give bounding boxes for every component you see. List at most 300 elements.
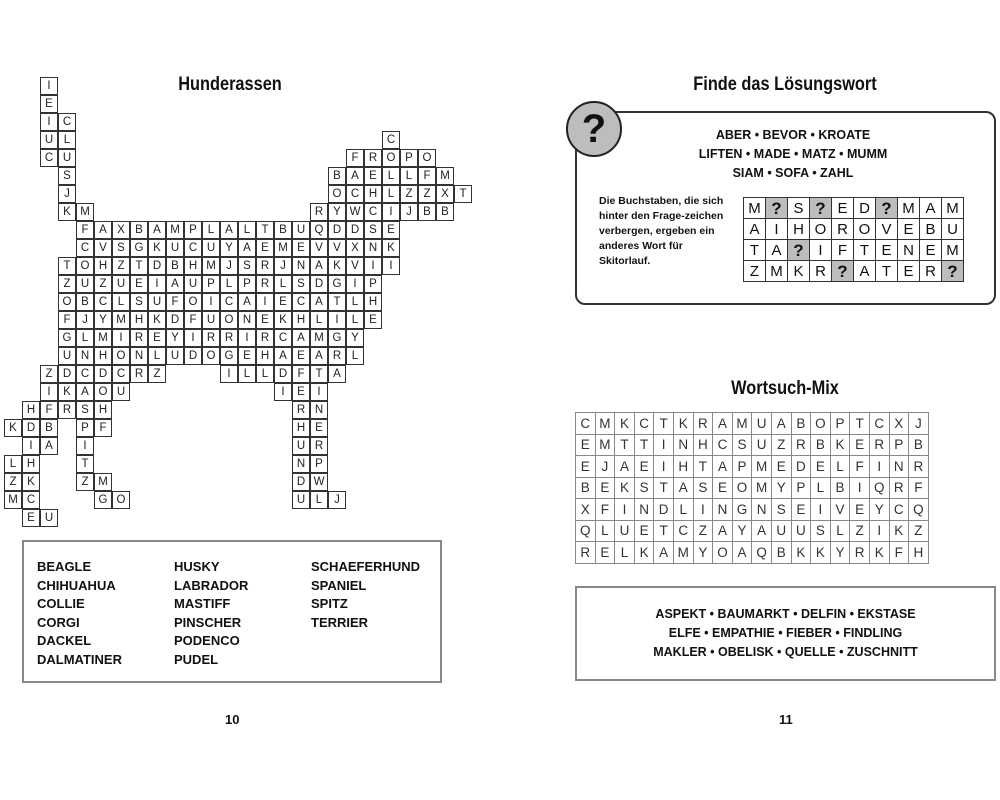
letter-cell[interactable]: A (854, 261, 876, 282)
dog-grid-cell[interactable]: A (166, 275, 184, 293)
dog-grid-cell[interactable]: K (148, 239, 166, 257)
letter-cell[interactable]: K (788, 261, 810, 282)
search-grid-cell[interactable]: O (811, 413, 831, 435)
dog-grid-cell[interactable]: E (22, 509, 40, 527)
dog-grid-cell[interactable]: B (130, 221, 148, 239)
dog-grid-cell[interactable]: J (328, 491, 346, 509)
dog-grid-cell[interactable]: R (328, 347, 346, 365)
dog-grid-cell[interactable]: C (274, 329, 292, 347)
letter-cell[interactable]: O (810, 219, 832, 240)
letter-cell[interactable]: F (832, 240, 854, 261)
dog-grid-cell[interactable]: L (58, 131, 76, 149)
dog-grid-cell[interactable]: C (40, 149, 58, 167)
dog-grid-cell[interactable]: K (4, 419, 22, 437)
search-grid-cell[interactable]: B (771, 542, 791, 564)
dog-grid-cell[interactable]: M (310, 329, 328, 347)
dog-grid-cell[interactable]: U (202, 311, 220, 329)
search-grid-cell[interactable]: I (850, 477, 870, 499)
search-grid-cell[interactable]: F (595, 499, 615, 521)
dog-grid-cell[interactable]: H (94, 401, 112, 419)
search-grid-cell[interactable]: I (615, 499, 635, 521)
search-grid-cell[interactable]: K (889, 520, 909, 542)
dog-grid-cell[interactable]: C (364, 203, 382, 221)
dog-grid-cell[interactable]: H (94, 347, 112, 365)
dog-grid-cell[interactable]: Q (310, 221, 328, 239)
search-grid-cell[interactable]: A (654, 542, 674, 564)
dog-grid-cell[interactable]: A (310, 347, 328, 365)
search-grid-cell[interactable]: M (673, 542, 693, 564)
dog-grid-cell[interactable]: F (418, 167, 436, 185)
search-grid-cell[interactable]: T (634, 434, 654, 456)
dog-grid-cell[interactable]: N (292, 257, 310, 275)
dog-grid-cell[interactable]: I (238, 329, 256, 347)
dog-grid-cell[interactable]: Z (418, 185, 436, 203)
dog-grid-cell[interactable]: I (274, 383, 292, 401)
dog-grid-cell[interactable]: O (328, 185, 346, 203)
letter-cell[interactable]: I (810, 240, 832, 261)
dog-grid-cell[interactable]: I (184, 329, 202, 347)
search-grid-cell[interactable]: S (811, 520, 831, 542)
dog-grid-cell[interactable]: R (202, 329, 220, 347)
dog-grid-cell[interactable]: N (76, 347, 94, 365)
search-grid-cell[interactable]: K (830, 434, 850, 456)
dog-grid-cell[interactable]: H (22, 401, 40, 419)
dog-grid-cell[interactable]: H (130, 311, 148, 329)
dog-grid-cell[interactable]: R (364, 149, 382, 167)
dog-grid-cell[interactable]: L (346, 311, 364, 329)
dog-grid-cell[interactable]: Z (76, 473, 94, 491)
dog-grid-cell[interactable]: V (94, 239, 112, 257)
search-grid-cell[interactable]: F (850, 456, 870, 478)
search-grid-cell[interactable]: I (654, 456, 674, 478)
dog-grid-cell[interactable]: A (310, 293, 328, 311)
dog-grid-cell[interactable]: L (76, 329, 94, 347)
search-grid-cell[interactable]: M (595, 434, 615, 456)
dog-grid-cell[interactable]: D (346, 221, 364, 239)
search-grid-cell[interactable]: K (673, 413, 693, 435)
search-grid-cell[interactable]: S (693, 477, 713, 499)
search-grid-cell[interactable]: M (732, 413, 752, 435)
dog-grid-cell[interactable]: E (382, 221, 400, 239)
dog-grid-cell[interactable]: G (58, 329, 76, 347)
dog-grid-cell[interactable]: E (40, 95, 58, 113)
dog-grid-cell[interactable]: K (148, 311, 166, 329)
search-grid-cell[interactable]: I (811, 499, 831, 521)
search-grid-cell[interactable]: R (889, 477, 909, 499)
dog-grid-cell[interactable]: F (40, 401, 58, 419)
search-grid-cell[interactable]: P (791, 477, 811, 499)
dog-grid-cell[interactable]: N (292, 455, 310, 473)
dog-grid-cell[interactable]: L (310, 491, 328, 509)
search-grid-cell[interactable]: L (615, 542, 635, 564)
dog-grid-cell[interactable]: O (76, 257, 94, 275)
dog-grid-cell[interactable]: A (238, 239, 256, 257)
dog-grid-cell[interactable]: H (256, 347, 274, 365)
letter-cell[interactable]: V (876, 219, 898, 240)
search-grid-cell[interactable]: B (811, 434, 831, 456)
letter-cell[interactable]: E (876, 240, 898, 261)
letter-cell[interactable]: B (920, 219, 942, 240)
search-grid-cell[interactable]: S (732, 434, 752, 456)
dog-grid-cell[interactable]: R (130, 329, 148, 347)
dog-grid-cell[interactable]: U (40, 131, 58, 149)
dog-grid-cell[interactable]: G (94, 491, 112, 509)
dog-grid-cell[interactable]: C (346, 185, 364, 203)
dog-grid-cell[interactable]: L (238, 221, 256, 239)
letter-cell[interactable]: E (920, 240, 942, 261)
dog-grid-cell[interactable]: U (166, 239, 184, 257)
dog-grid-cell[interactable]: B (166, 257, 184, 275)
letter-cell[interactable]: M (942, 240, 964, 261)
dog-grid-cell[interactable]: F (346, 149, 364, 167)
dog-grid-cell[interactable]: M (94, 473, 112, 491)
letter-cell[interactable]: S (788, 198, 810, 219)
search-grid-cell[interactable]: A (771, 413, 791, 435)
dog-grid-cell[interactable]: L (202, 221, 220, 239)
search-grid-cell[interactable]: Q (576, 520, 596, 542)
dog-grid-cell[interactable]: I (310, 383, 328, 401)
search-grid-cell[interactable]: T (654, 520, 674, 542)
dog-grid-cell[interactable]: E (364, 311, 382, 329)
dog-grid-cell[interactable]: U (202, 239, 220, 257)
letter-cell[interactable]: T (854, 240, 876, 261)
dog-grid-cell[interactable]: R (256, 329, 274, 347)
dog-grid-cell[interactable]: M (4, 491, 22, 509)
dog-grid-cell[interactable]: R (256, 275, 274, 293)
dog-grid-cell[interactable]: F (292, 365, 310, 383)
search-grid-cell[interactable]: F (889, 542, 909, 564)
search-grid-cell[interactable]: C (869, 413, 889, 435)
dog-grid-cell[interactable]: S (364, 221, 382, 239)
search-grid-cell[interactable]: P (732, 456, 752, 478)
dog-grid-cell[interactable]: L (4, 455, 22, 473)
dog-grid-cell[interactable]: I (112, 329, 130, 347)
search-grid-cell[interactable]: B (909, 434, 929, 456)
dog-grid-cell[interactable]: C (220, 293, 238, 311)
search-grid-cell[interactable]: E (576, 456, 596, 478)
dog-grid-cell[interactable]: L (256, 365, 274, 383)
dog-grid-cell[interactable]: P (310, 455, 328, 473)
dog-grid-cell[interactable]: L (238, 365, 256, 383)
letter-cell[interactable]: E (832, 198, 854, 219)
dog-grid-cell[interactable]: B (436, 203, 454, 221)
dog-grid-cell[interactable]: G (130, 239, 148, 257)
search-grid-cell[interactable]: G (732, 499, 752, 521)
dog-grid-cell[interactable]: S (76, 401, 94, 419)
search-grid-cell[interactable]: A (752, 520, 772, 542)
dog-grid-cell[interactable]: Y (166, 329, 184, 347)
dog-grid-cell[interactable]: G (328, 275, 346, 293)
search-grid-cell[interactable]: E (634, 520, 654, 542)
search-grid-cell[interactable]: Y (693, 542, 713, 564)
search-grid-cell[interactable]: K (869, 542, 889, 564)
dog-grid-cell[interactable]: H (184, 257, 202, 275)
dog-grid-cell[interactable]: U (292, 437, 310, 455)
dog-grid-cell[interactable]: U (148, 293, 166, 311)
dog-grid-cell[interactable]: Z (148, 365, 166, 383)
dog-grid-cell[interactable]: O (202, 347, 220, 365)
search-grid-cell[interactable]: V (830, 499, 850, 521)
dog-grid-cell[interactable]: F (184, 311, 202, 329)
search-grid-cell[interactable]: L (830, 520, 850, 542)
dog-grid-cell[interactable]: B (328, 167, 346, 185)
dog-grid-cell[interactable]: U (112, 383, 130, 401)
dog-grid-cell[interactable]: M (202, 257, 220, 275)
dog-grid-cell[interactable]: Z (112, 257, 130, 275)
dog-grid-cell[interactable]: D (94, 365, 112, 383)
search-grid-cell[interactable]: M (752, 456, 772, 478)
dog-grid-cell[interactable]: W (310, 473, 328, 491)
dog-grid-cell[interactable]: M (94, 329, 112, 347)
dog-grid-cell[interactable]: I (346, 275, 364, 293)
search-grid-cell[interactable]: E (713, 477, 733, 499)
dog-grid-cell[interactable]: S (238, 257, 256, 275)
search-grid-cell[interactable]: U (791, 520, 811, 542)
search-grid-cell[interactable]: K (634, 542, 654, 564)
dog-grid-cell[interactable]: I (76, 437, 94, 455)
dog-grid-cell[interactable]: A (292, 329, 310, 347)
search-grid-cell[interactable]: T (693, 456, 713, 478)
dog-grid-cell[interactable]: C (112, 365, 130, 383)
dog-grid-cell[interactable]: H (94, 257, 112, 275)
dog-grid-cell[interactable]: B (418, 203, 436, 221)
search-grid-cell[interactable]: C (634, 413, 654, 435)
search-grid-cell[interactable]: B (576, 477, 596, 499)
search-grid-cell[interactable]: Y (732, 520, 752, 542)
dog-grid-cell[interactable]: C (184, 239, 202, 257)
dog-grid-cell[interactable]: E (256, 239, 274, 257)
dog-grid-cell[interactable]: I (382, 257, 400, 275)
search-grid-cell[interactable]: I (869, 456, 889, 478)
dog-grid-cell[interactable]: L (112, 293, 130, 311)
search-grid-cell[interactable]: A (713, 520, 733, 542)
dog-grid-cell[interactable]: C (22, 491, 40, 509)
dog-grid-cell[interactable]: A (346, 167, 364, 185)
dog-grid-cell[interactable]: D (148, 257, 166, 275)
dog-grid-cell[interactable]: K (58, 383, 76, 401)
dog-grid-cell[interactable]: A (328, 365, 346, 383)
dog-grid-cell[interactable]: Z (94, 275, 112, 293)
dog-grid-cell[interactable]: S (58, 167, 76, 185)
dog-grid-cell[interactable]: P (184, 221, 202, 239)
search-grid-cell[interactable]: N (634, 499, 654, 521)
dog-grid-cell[interactable]: Y (328, 203, 346, 221)
dog-grid-cell[interactable]: D (274, 365, 292, 383)
search-grid-cell[interactable]: E (791, 499, 811, 521)
dog-grid-cell[interactable]: F (166, 293, 184, 311)
dog-grid-cell[interactable]: X (346, 239, 364, 257)
search-grid-cell[interactable]: D (791, 456, 811, 478)
dog-grid-cell[interactable]: K (328, 257, 346, 275)
dog-grid-cell[interactable]: T (256, 221, 274, 239)
dog-grid-cell[interactable]: M (274, 239, 292, 257)
dog-grid-cell[interactable]: Y (346, 329, 364, 347)
dog-grid-cell[interactable]: E (292, 347, 310, 365)
dog-grid-cell[interactable]: A (76, 383, 94, 401)
dog-grid-cell[interactable]: D (22, 419, 40, 437)
search-grid-cell[interactable]: J (909, 413, 929, 435)
dog-grid-cell[interactable]: C (94, 293, 112, 311)
search-grid-cell[interactable]: X (576, 499, 596, 521)
dog-grid-cell[interactable]: T (454, 185, 472, 203)
dog-grid-cell[interactable]: P (202, 275, 220, 293)
dog-grid-cell[interactable]: D (58, 365, 76, 383)
search-grid-cell[interactable]: Z (850, 520, 870, 542)
search-grid-cell[interactable]: I (654, 434, 674, 456)
dog-grid-cell[interactable]: R (292, 401, 310, 419)
dog-grid-cell[interactable]: L (220, 275, 238, 293)
search-grid-cell[interactable]: U (615, 520, 635, 542)
search-grid-cell[interactable]: N (889, 456, 909, 478)
letter-cell[interactable]: T (744, 240, 766, 261)
dog-grid-cell[interactable]: J (58, 185, 76, 203)
dog-grid-cell[interactable]: O (184, 293, 202, 311)
question-cell[interactable]: ? (788, 240, 810, 261)
dog-grid-cell[interactable]: I (22, 437, 40, 455)
search-grid-cell[interactable]: H (909, 542, 929, 564)
dog-grid-cell[interactable]: W (346, 203, 364, 221)
letter-cell[interactable]: A (920, 198, 942, 219)
search-grid-cell[interactable]: J (595, 456, 615, 478)
search-grid-cell[interactable]: R (693, 413, 713, 435)
dog-grid-cell[interactable]: X (112, 221, 130, 239)
search-grid-cell[interactable]: H (693, 434, 713, 456)
search-grid-cell[interactable]: Y (869, 499, 889, 521)
search-grid-cell[interactable]: O (713, 542, 733, 564)
dog-grid-cell[interactable]: G (328, 329, 346, 347)
dog-grid-cell[interactable]: J (220, 257, 238, 275)
dog-grid-cell[interactable]: O (382, 149, 400, 167)
search-grid-cell[interactable]: K (615, 413, 635, 435)
search-grid-cell[interactable]: F (909, 477, 929, 499)
search-grid-cell[interactable]: Y (830, 542, 850, 564)
dog-grid-cell[interactable]: T (328, 293, 346, 311)
search-grid-cell[interactable]: C (576, 413, 596, 435)
dog-grid-cell[interactable]: I (148, 275, 166, 293)
dog-grid-cell[interactable]: S (112, 239, 130, 257)
search-grid-cell[interactable]: A (615, 456, 635, 478)
dog-grid-cell[interactable]: R (256, 257, 274, 275)
letter-cell[interactable]: M (898, 198, 920, 219)
dog-grid-cell[interactable]: A (238, 293, 256, 311)
dog-grid-cell[interactable]: U (292, 491, 310, 509)
dog-grid-cell[interactable]: C (58, 113, 76, 131)
dog-grid-cell[interactable]: K (382, 239, 400, 257)
dog-grid-cell[interactable]: B (274, 221, 292, 239)
letter-cell[interactable]: H (788, 219, 810, 240)
letter-cell[interactable]: R (810, 261, 832, 282)
dog-grid-cell[interactable]: D (310, 275, 328, 293)
dog-grid-cell[interactable]: T (58, 257, 76, 275)
dog-grid-cell[interactable]: K (58, 203, 76, 221)
search-grid-cell[interactable]: H (673, 456, 693, 478)
search-grid-cell[interactable]: E (576, 434, 596, 456)
dog-grid-cell[interactable]: H (22, 455, 40, 473)
dog-grid-cell[interactable]: A (274, 347, 292, 365)
letter-cell[interactable]: A (744, 219, 766, 240)
dog-grid-cell[interactable]: C (76, 365, 94, 383)
search-grid-cell[interactable]: C (673, 520, 693, 542)
dog-grid-cell[interactable]: P (364, 275, 382, 293)
search-grid-cell[interactable]: A (673, 477, 693, 499)
dog-grid-cell[interactable]: N (364, 239, 382, 257)
dog-grid-cell[interactable]: F (76, 221, 94, 239)
dog-grid-cell[interactable]: H (292, 311, 310, 329)
dog-grid-cell[interactable]: O (418, 149, 436, 167)
dog-grid-cell[interactable]: R (220, 329, 238, 347)
search-grid-cell[interactable]: A (732, 542, 752, 564)
search-grid-cell[interactable]: M (595, 413, 615, 435)
dog-grid-cell[interactable]: D (184, 347, 202, 365)
search-grid-cell[interactable]: N (673, 434, 693, 456)
letter-cell[interactable]: E (898, 219, 920, 240)
dog-grid-cell[interactable]: O (112, 491, 130, 509)
search-grid-cell[interactable]: S (634, 477, 654, 499)
search-grid-cell[interactable]: E (634, 456, 654, 478)
search-grid-cell[interactable]: R (850, 542, 870, 564)
dog-grid-cell[interactable]: U (184, 275, 202, 293)
search-grid-cell[interactable]: E (771, 456, 791, 478)
letter-cell[interactable]: O (854, 219, 876, 240)
search-grid-cell[interactable]: B (830, 477, 850, 499)
dog-grid-cell[interactable]: K (274, 311, 292, 329)
letter-cell[interactable]: A (766, 240, 788, 261)
dog-grid-cell[interactable]: I (220, 365, 238, 383)
dog-grid-cell[interactable]: L (310, 311, 328, 329)
letter-cell[interactable]: Z (744, 261, 766, 282)
search-grid-cell[interactable]: Z (693, 520, 713, 542)
dog-grid-cell[interactable]: T (130, 257, 148, 275)
letter-cell[interactable]: I (766, 219, 788, 240)
dog-grid-cell[interactable]: J (400, 203, 418, 221)
dog-grid-cell[interactable]: N (130, 347, 148, 365)
search-grid-cell[interactable]: C (889, 499, 909, 521)
search-grid-cell[interactable]: U (771, 520, 791, 542)
letter-cell[interactable]: N (898, 240, 920, 261)
dog-grid-cell[interactable]: E (292, 383, 310, 401)
dog-grid-cell[interactable]: L (382, 167, 400, 185)
dog-grid-cell[interactable]: L (274, 275, 292, 293)
search-grid-cell[interactable]: I (869, 520, 889, 542)
dog-grid-cell[interactable]: S (292, 275, 310, 293)
dog-grid-cell[interactable]: E (364, 167, 382, 185)
search-grid-cell[interactable]: Q (869, 477, 889, 499)
dog-grid-cell[interactable]: L (346, 347, 364, 365)
dog-grid-cell[interactable]: I (328, 311, 346, 329)
search-grid-cell[interactable]: R (909, 456, 929, 478)
dog-grid-cell[interactable]: K (22, 473, 40, 491)
dog-grid-cell[interactable]: D (166, 311, 184, 329)
question-cell[interactable]: ? (810, 198, 832, 219)
search-grid-cell[interactable]: U (752, 413, 772, 435)
letter-cell[interactable]: T (876, 261, 898, 282)
dog-grid-cell[interactable]: H (364, 185, 382, 203)
search-grid-cell[interactable]: A (713, 456, 733, 478)
dog-grid-cell[interactable]: Z (40, 365, 58, 383)
dog-grid-cell[interactable]: J (76, 311, 94, 329)
dog-grid-cell[interactable]: C (292, 293, 310, 311)
dog-grid-cell[interactable]: A (148, 221, 166, 239)
dog-grid-cell[interactable]: A (220, 221, 238, 239)
letter-cell[interactable]: M (942, 198, 964, 219)
dog-grid-cell[interactable]: A (94, 221, 112, 239)
dog-grid-cell[interactable]: F (94, 419, 112, 437)
search-grid-cell[interactable]: U (752, 434, 772, 456)
dog-grid-cell[interactable]: M (166, 221, 184, 239)
dog-grid-cell[interactable]: B (76, 293, 94, 311)
dog-grid-cell[interactable]: V (328, 239, 346, 257)
dog-grid-cell[interactable]: R (310, 203, 328, 221)
